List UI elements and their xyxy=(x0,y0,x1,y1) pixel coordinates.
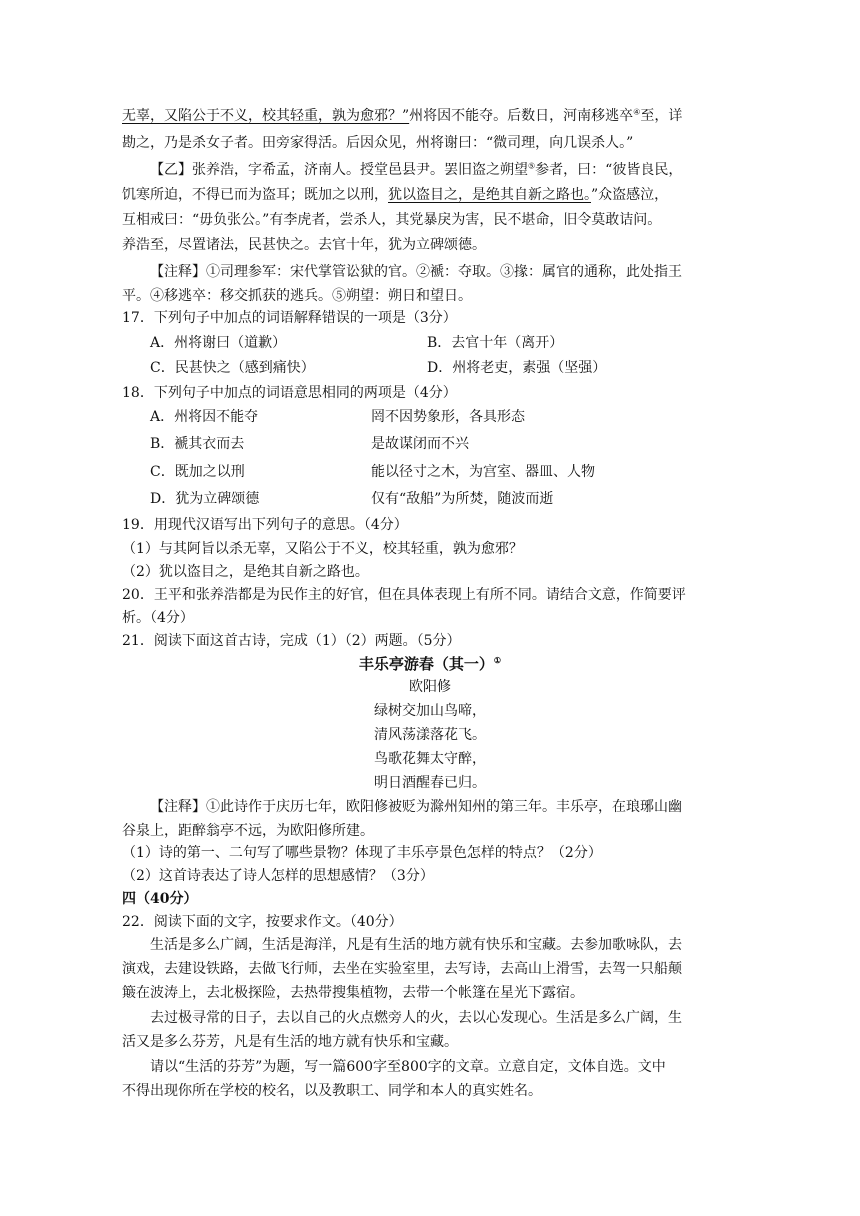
q18-stem: 18．下列句子中加点的词语意思相同的两项是（4分） xyxy=(122,385,457,401)
poem-note-line1: 【注释】①此诗作于庆历七年，欧阳修被贬为滁州知州的第三年。丰乐亭，在琅琊山幽 xyxy=(150,799,682,815)
q22-paragraph1-line3: 簸在波涛上，去北极探险，去热带搜集植物，去带一个帐篷在星光下露宿。 xyxy=(122,985,584,1001)
footnote-mark: ⑤ xyxy=(528,161,536,171)
poem-verse-4: 明日酒醒春已归。 xyxy=(374,775,486,791)
passage-text: 州将因不能夺。后数日，河南移逃卒 xyxy=(409,108,634,124)
passage-yi-line1 xyxy=(150,158,682,182)
q19-sentence-2: （2）犹以盗目之，是绝其自新之路也。 xyxy=(122,564,369,580)
q19-sentence-1: （1）与其阿旨以杀无辜，又陷公于不义，校其轻重，孰为愈邪？ xyxy=(122,541,523,557)
q22-paragraph2-line2: 活又是多么芬芳，凡是有生活的地方就有快乐和宝藏。 xyxy=(122,1034,458,1050)
footnote-mark: ① xyxy=(493,655,502,665)
poem-title xyxy=(0,652,860,676)
passage-yi-line2 xyxy=(122,183,668,207)
q18-option-c-right: 能以径寸之木，为宫室、器皿、人物 xyxy=(371,464,595,480)
passage-text: ”众盗感泣， xyxy=(591,187,669,203)
q22-paragraph3-line2: 不得出现你所在学校的校名，以及教职工、同学和本人的真实姓名。 xyxy=(122,1083,542,1099)
passage-text: 参者，曰：“彼皆良民， xyxy=(535,162,683,178)
q18-option-d-left: D．犹为立碑颂德 xyxy=(150,491,260,507)
notes-line1: 【注释】①司理参军：宋代掌管讼狱的官。②褫：夺取。③掾：属官的通称，此处指王 xyxy=(150,264,682,280)
q20-line1: 20．王平和张养浩都是为民作主的好官，但在具体表现上有所不同。请结合文意，作简要评 xyxy=(122,587,686,603)
q18-option-a-left: A．州将因不能夺 xyxy=(150,409,259,425)
q17-option-c: C．民甚快之（感到痛快） xyxy=(150,360,315,376)
q22-stem: 22．阅读下面的文字，按要求作文。（40分） xyxy=(122,914,403,930)
notes-line2: 平。④移逃卒：移交抓获的逃兵。⑤朔望：朔日和望日。 xyxy=(122,288,472,304)
q18-option-c-left: C．既加之以刑 xyxy=(150,464,245,480)
q17-option-a: A．州将谢曰（道歉） xyxy=(150,335,287,351)
q22-paragraph1-line2: 演戏，去建设铁路，去做飞行师，去坐在实验室里，去写诗，去高山上滑雪，去驾一只船颠 xyxy=(122,961,682,977)
passage-yi-line4: 养浩至，尽置诸法，民甚快之。去官十年，犹为立碑颂德。 xyxy=(122,237,486,253)
passage-text: 【乙】张养浩，字希孟，济南人。授堂邑县尹。罢旧盗之朔望 xyxy=(150,162,528,178)
q18-option-a-right: 罔不因势象形，各具形态 xyxy=(371,409,525,425)
q17-option-d: D．州将老吏，素强（坚强） xyxy=(427,360,607,376)
q21-stem: 21．阅读下面这首古诗，完成（1）（2）两题。（5分） xyxy=(122,633,461,649)
q19-stem: 19．用现代汉语写出下列句子的意思。（4分） xyxy=(122,517,408,533)
poem-verse-3: 鸟歌花舞太守醉， xyxy=(374,751,486,767)
poem-verse-2: 清风荡漾落花飞。 xyxy=(374,727,486,743)
q18-option-b-left: B．褫其衣而去 xyxy=(150,436,245,452)
q22-paragraph1-line1: 生活是多么广阔，生活是海洋，凡是有生活的地方就有快乐和宝藏。去参加歌咏队，去 xyxy=(150,937,682,953)
q22-paragraph3-line1: 请以“生活的芬芳”为题，写一篇600字至800字的文章。立意自定，文体自选。文中 xyxy=(150,1059,666,1075)
q17-option-b: B．去官十年（离开） xyxy=(427,335,564,351)
passage-yi-line3: 互相戒曰：“毋负张公。”有李虎者，尝杀人，其党暴戾为害，民不堪命，旧令莫敢诘问。 xyxy=(122,212,662,228)
poem-title-text: 丰乐亭游春（其一） xyxy=(358,655,494,673)
poem-verse-1: 绿树交加山鸟啼， xyxy=(374,703,486,719)
passage-text: 至，详 xyxy=(640,108,683,124)
passage-jia-line2: 勘之，乃是杀女子者。田旁家得活。后因众见，州将谢曰：“微司理，向几误杀人。” xyxy=(122,135,634,151)
q18-option-d-right: 仅有“敌船”为所焚，随波而逝 xyxy=(371,491,554,507)
q20-line2: 析。（4分） xyxy=(122,610,194,626)
poem-author: 欧阳修 xyxy=(409,679,451,695)
poem-note-line2: 谷泉上，距醉翁亭不远，为欧阳修所建。 xyxy=(122,823,374,839)
underlined-sentence: 犹以盗目之，是绝其自新之路也。 xyxy=(388,187,591,203)
underlined-sentence: 无辜，又陷公于不义，校其轻重，孰为愈邪？” xyxy=(122,108,410,124)
q21-sub-2: （2）这首诗表达了诗人怎样的思想感情？（3分） xyxy=(122,868,434,884)
q22-paragraph2-line1: 去过极寻常的日子，去以自己的火点燃旁人的火，去以心发现心。生活是多么广阔，生 xyxy=(150,1010,682,1026)
footnote-mark: ④ xyxy=(633,107,641,117)
q17-stem: 17．下列句子中加点的词语解释错误的一项是（3分） xyxy=(122,310,457,326)
passage-text: 饥寒所迫，不得已而为盗耳；既加之以刑， xyxy=(122,187,388,203)
q21-sub-1: （1）诗的第一、二句写了哪些景物？体现了丰乐亭景色怎样的特点？（2分） xyxy=(122,845,602,861)
q18-option-b-right: 是故谋闭而不兴 xyxy=(371,436,469,452)
section-4-heading: 四（40分） xyxy=(122,891,198,907)
passage-jia-line1 xyxy=(122,104,682,128)
